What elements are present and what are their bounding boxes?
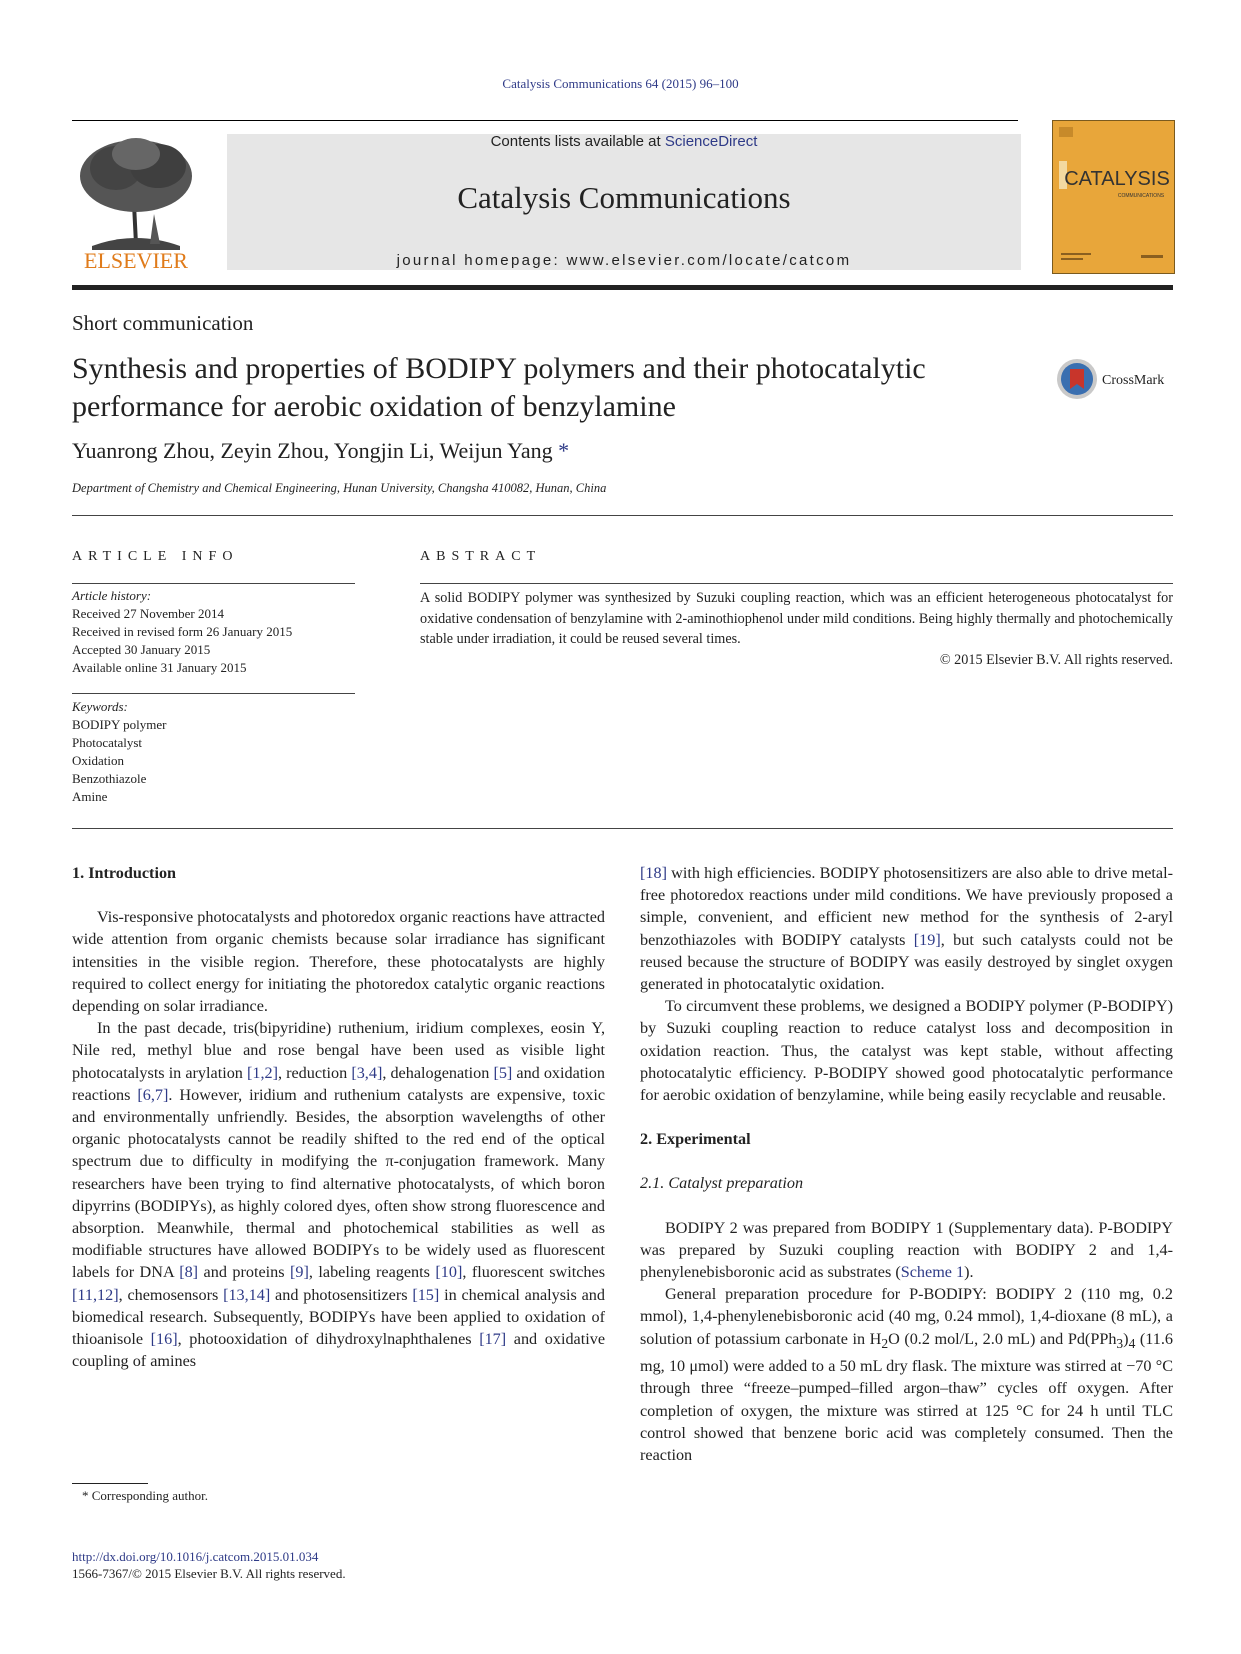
abstract-copyright: © 2015 Elsevier B.V. All rights reserved. xyxy=(939,651,1173,668)
info-rule xyxy=(72,693,355,694)
citation-link[interactable]: [19] xyxy=(913,930,941,949)
footnote: * Corresponding author. xyxy=(82,1488,209,1503)
citation-link[interactable]: [9] xyxy=(290,1263,309,1282)
citation-link[interactable]: [1,2] xyxy=(246,1063,278,1082)
article-type: Short communication xyxy=(72,311,254,335)
subsection-heading: 2.1. Catalyst preparation xyxy=(640,1174,804,1193)
article-title: Synthesis and properties of BODIPY polymers and their photocatalytic performance for aerobic oxidation of benzylamine xyxy=(72,352,926,423)
journal-cover[interactable] xyxy=(1052,120,1175,274)
history-item: Accepted 30 January 2015 xyxy=(72,642,211,657)
abstract-heading: ABSTRACT xyxy=(420,549,542,564)
paragraph: General preparation procedure for P-BODIPY: BODIPY 2 (110 mg, 0.2 mmol), 1,4-phenylenebisboronic acid (40 mg, 0.24 mmol), 1,4-dioxane (8 mL), a solution of potassium carbonate in $H_2O$ (0.2 mol/L, 2.0 mL) and $Pd(PPh_3)_4$ (11.6 mg, 10 μmol) were added to a 50 mL dry flask. The mixture was stirred at −70 °C through three “freeze–pumped–filled argon–thaw” cycles off oxygen. After completion of oxygen, the mixture was stirred at 125 °C for 24 h until TLC control showed that benzene boric acid was completely consumed. Then the reaction xyxy=(640,1285,1173,1464)
history-item: Received in revised form 26 January 2015 xyxy=(72,624,293,639)
paragraph: [18] with high efficiencies. BODIPY photosensitizers are also able to drive metal-free photoredox reactions under mild conditions. We have previously proposed a simple, convenient, and efficient new method for the synthesis of 2-aryl benzothiazoles with BODIPY catalysts [19], but such catalysts could not be reused because the structure of BODIPY was easily destroyed by singlet oxygen generated in photocatalytic oxidation. xyxy=(640,864,1173,994)
citation-link[interactable]: [18] xyxy=(640,864,667,882)
masthead-rule xyxy=(72,285,1173,290)
doi-block xyxy=(72,1548,346,1582)
affiliation: Department of Chemistry and Chemical Engineering, Hunan University, Changsha 410082, Hunan, China xyxy=(72,481,607,495)
citation-link[interactable]: [6,7] xyxy=(137,1085,169,1104)
journal-reference[interactable]: Catalysis Communications 64 (2015) 96–100 xyxy=(502,76,739,91)
scheme-link[interactable]: Scheme 1 xyxy=(900,1263,965,1282)
article-info-heading: ARTICLE INFO xyxy=(72,549,239,564)
crossmark-badge[interactable] xyxy=(1056,357,1174,406)
info-rule xyxy=(72,583,355,584)
citation-link[interactable]: [13,14] xyxy=(223,1285,271,1304)
keyword: Photocatalyst xyxy=(72,735,143,750)
header-rule xyxy=(72,120,1018,121)
abstract-rule xyxy=(420,583,1173,584)
body-left-column xyxy=(72,862,605,1372)
citation-link[interactable]: [3,4] xyxy=(351,1063,383,1082)
citation-link[interactable]: [5] xyxy=(493,1063,513,1082)
citation-link[interactable]: [11,12] xyxy=(72,1285,119,1304)
keyword: Benzothiazole xyxy=(72,771,147,786)
citation-link[interactable]: [16] xyxy=(150,1330,178,1349)
doi-link[interactable]: http://dx.doi.org/10.1016/j.catcom.2015.01.034 xyxy=(72,1549,319,1564)
elsevier-tree-icon xyxy=(72,134,200,272)
keyword: Amine xyxy=(72,789,108,804)
keywords xyxy=(72,698,167,806)
paragraph: In the past decade, tris(bipyridine) ruthenium, iridium complexes, eosin Y, Nile red, methyl blue and rose bengal have been used as visible light photocatalysts in arylation [1,2], reduction [3,4], dehalogenation [5] and oxidation reactions [6,7]. However, iridium and ruthenium catalysts are expensive, toxic and environmentally unfriendly. Besides, the absorption wavelengths of other organic photocatalysts cannot be readily shifted to the red end of the optical spectrum due to difficulty in modifying the π-conjugation framework. Many researchers have been trying to find alternative photocatalysts, of which boron dipyrrins (BODIPYs), as highly colored dyes, often show strong fluorescence and absorption. Meanwhile, thermal and photochemical stabilities as well as modifiable structures have allowed BODIPYs to be widely used as fluorescent labels for DNA [8] and proteins [9], labeling reagents [10], fluorescent switches [11,12], chemosensors [13,14] and photosensitizers [15] in chemical analysis and biomedical research. Subsequently, BODIPYs have been applied to oxidation of thioanisole [16], photooxidation of dihydroxylnaphthalenes [17] and oxidative coupling of amines xyxy=(72,1019,606,1371)
elsevier-wordmark: ELSEVIER xyxy=(84,248,188,272)
section-heading: 1. Introduction xyxy=(72,864,177,882)
sciencedirect-link[interactable]: ScienceDirect xyxy=(664,133,758,150)
history-item: Available online 31 January 2015 xyxy=(72,660,247,675)
authors-text: Yuanrong Zhou, Zeyin Zhou, Yongjin Li, Weijun Yang xyxy=(72,438,553,463)
citation-link[interactable]: [8] xyxy=(179,1263,199,1282)
abstract-text: A solid BODIPY polymer was synthesized by Suzuki coupling reaction, which was an efficient heterogeneous photocatalyst for oxidative condensation of benzylamine with 2-aminothiophenol under mild conditions. Being highly thermally and photochemically stable under irradiation, it could be reused several times. xyxy=(420,590,1173,647)
journal-homepage[interactable]: journal homepage: www.elsevier.com/locate/catcom xyxy=(396,252,852,269)
divider xyxy=(72,828,1173,829)
paragraph: To circumvent these problems, we designed a BODIPY polymer (P-BODIPY) by Suzuki coupling reaction to reduce catalyst loss and decomposition in oxidation reaction. Thus, the catalyst was kept stable, without affecting photocatalytic efficiency. P-BODIPY showed good photocatalytic performance for aerobic oxidation of benzylamine, while being easily recyclable and reusable. xyxy=(640,997,1173,1105)
citation-link[interactable]: [10] xyxy=(435,1263,463,1282)
keywords-label: Keywords: xyxy=(72,699,128,714)
contents-line xyxy=(227,133,1021,150)
keyword: BODIPY polymer xyxy=(72,717,167,732)
crossmark-label: CrossMark xyxy=(1102,373,1165,388)
citation-link[interactable]: [17] xyxy=(479,1330,507,1349)
elsevier-logo xyxy=(72,134,200,272)
article-history xyxy=(72,587,292,677)
crossmark-icon xyxy=(1056,357,1174,401)
cover-image xyxy=(1053,121,1174,273)
journal-name: Catalysis Communications xyxy=(457,180,791,215)
issn-line: 1566-7367/© 2015 Elsevier B.V. All rights reserved. xyxy=(72,1566,346,1581)
body-right-column xyxy=(640,862,1173,1466)
corresponding-author-mark[interactable]: * xyxy=(558,438,570,463)
cover-subtitle: COMMUNICATIONS xyxy=(1117,193,1165,199)
paragraph: BODIPY 2 was prepared from BODIPY 1 (Supplementary data). P-BODIPY was prepared by Suzuki coupling reaction with BODIPY 2 and 1,4-phenylenebisboronic acid as substrates (Scheme 1). xyxy=(640,1218,1173,1282)
history-label: Article history: xyxy=(72,588,152,603)
divider xyxy=(72,515,1173,516)
footnote-rule xyxy=(72,1483,148,1484)
author-list xyxy=(72,438,569,464)
citation-link[interactable]: [15] xyxy=(412,1285,440,1304)
cover-title: CATALYSIS xyxy=(1064,168,1170,190)
keyword: Oxidation xyxy=(72,753,124,768)
contents-prefix: Contents lists available at xyxy=(490,133,665,150)
section-heading: 2. Experimental xyxy=(640,1130,751,1149)
history-item: Received 27 November 2014 xyxy=(72,606,224,621)
abstract xyxy=(420,588,1173,670)
paragraph: Vis-responsive photocatalysts and photoredox organic reactions have attracted wide attention from organic chemists because solar irradiance has significant intensities in the visible region. Therefore, these photocatalysts are highly required to collect energy for initiating the photoredox catalytic organic reactions depending on solar irradiance. xyxy=(72,908,605,1016)
